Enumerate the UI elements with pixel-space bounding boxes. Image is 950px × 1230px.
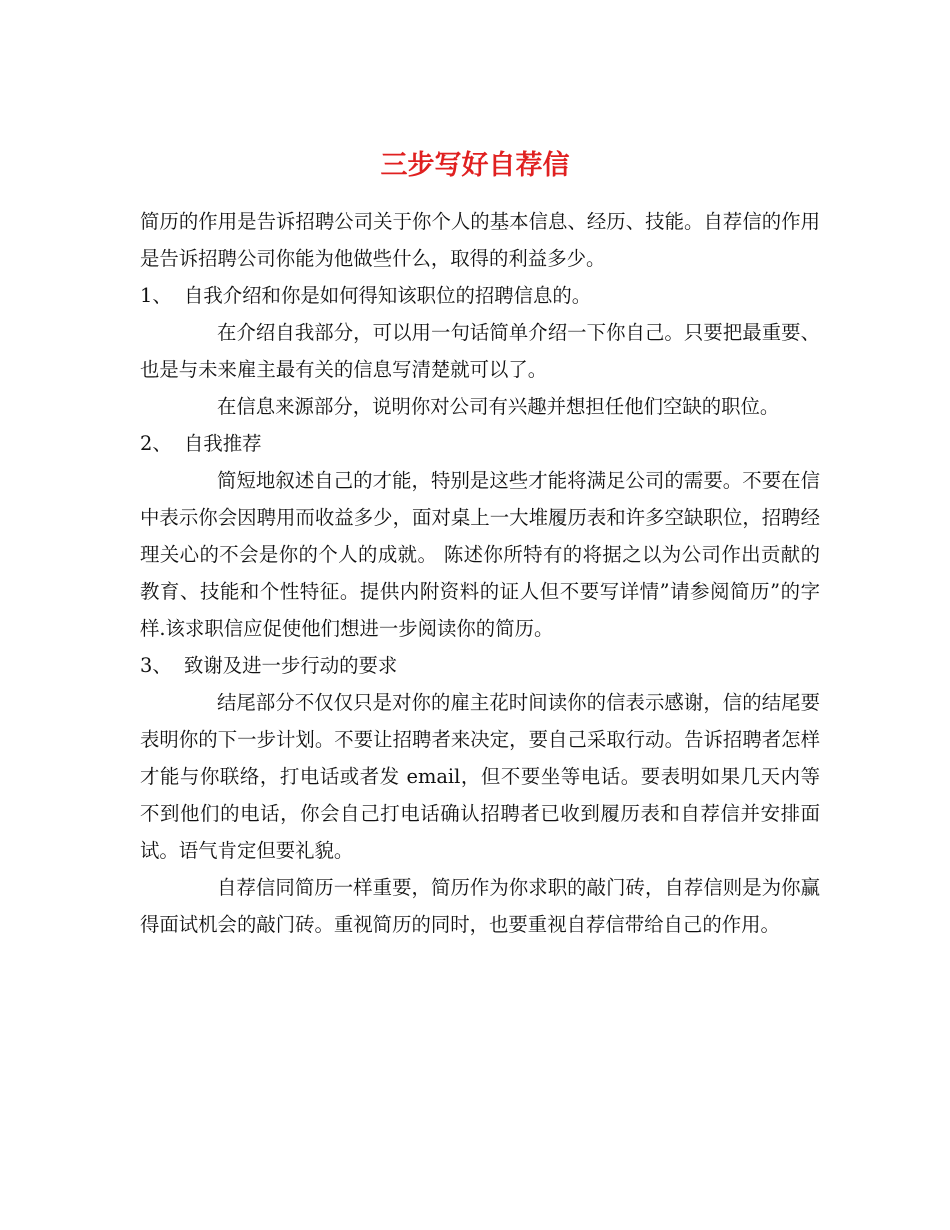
section-3-paragraph-1: 结尾部分不仅仅只是对你的雇主花时间读你的信表示感谢，信的结尾要表明你的下一步计划。不要让招聘者来决定，要自己采取行动。告诉招聘者怎样才能与你联络，打电话或者发 email，但不要坐等电话。要表明如果几天内等不到他们的电话，你会自己打电话确认招聘者已收到履历表和自荐信并安排面试。语气肯定但要礼貌。 [140,691,820,862]
section-3-paragraph-2: 自荐信同简历一样重要，简历作为你求职的敲门砖，自荐信则是为你赢得面试机会的敲门砖。重视简历的同时，也要重视自荐信带给自己的作用。 [140,876,820,936]
section-2-heading [140,425,820,462]
section-2-heading-text: 自我推荐 [184,432,262,455]
intro-paragraph: 简历的作用是告诉招聘公司关于你个人的基本信息、经历、技能。自荐信的作用是告诉招聘公司你能为他做些什么，取得的利益多少。 [140,210,820,270]
section-3-heading [140,647,820,684]
section-1-paragraph-1: 在介绍自我部分，可以用一句话简单介绍一下你自己。只要把最重要、也是与未来雇主最有关的信息写清楚就可以了。 [140,321,820,381]
section-3-heading-text: 致谢及进一步行动的要求 [184,654,398,677]
section-1-heading [140,277,820,314]
section-1-heading-text: 自我介绍和你是如何得知该职位的招聘信息的。 [184,284,592,307]
section-2-paragraph-1: 简短地叙述自己的才能，特别是这些才能将满足公司的需要。不要在信中表示你会因聘用而收益多少，面对桌上一大堆履历表和许多空缺职位，招聘经理关心的不会是你的个人的成就。 陈述你所特有的将据之以为公司作出贡献的教育、技能和个性特征。提供内附资料的证人但不要写详情”请参阅简历”的字样.该求职信应促使他们想进一步阅读你的简历。 [140,469,820,640]
section-1-number: 1、 [140,284,172,307]
document-title: 三步写好自荐信 [380,150,570,182]
section-2-number: 2、 [140,432,172,455]
section-1-paragraph-2: 在信息来源部分，说明你对公司有兴趣并想担任他们空缺的职位。 [217,395,780,418]
document-body [140,203,820,943]
section-3-number: 3、 [140,654,172,677]
